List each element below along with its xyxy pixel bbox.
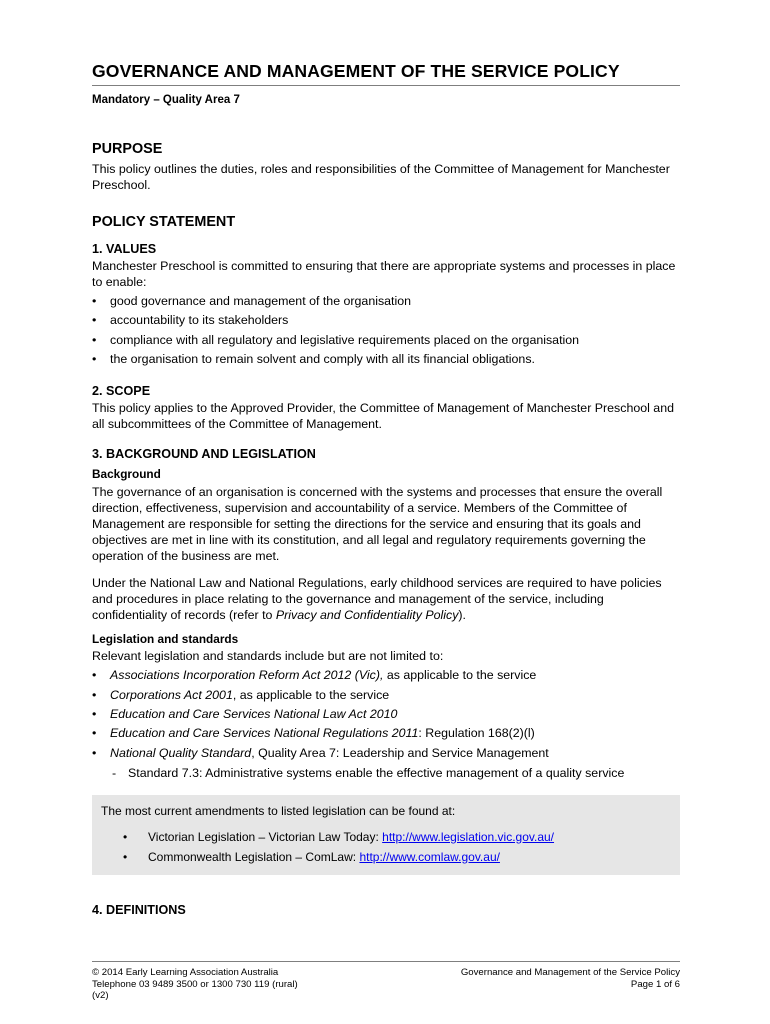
list-item: • Commonwealth Legislation – ComLaw: http://www.comlaw.gov.au/ [123, 849, 500, 864]
document-title: GOVERNANCE AND MANAGEMENT OF THE SERVICE POLICY [92, 61, 680, 86]
bullet-icon: • [92, 745, 97, 760]
footer-copyright: © 2014 Early Learning Association Australia [92, 967, 279, 978]
list-item: • compliance with all regulatory and legislative requirements placed on the organisation [92, 332, 580, 347]
bullet-icon: • [92, 313, 97, 328]
purpose-heading: PURPOSE [92, 141, 163, 157]
list-item: • Victorian Legislation – Victorian Law Today: http://www.legislation.vic.gov.au/ [123, 829, 555, 844]
list-item: • good governance and management of the organisation [92, 294, 412, 308]
values-list [92, 293, 680, 367]
bullet-icon: • [92, 294, 97, 308]
legislation-list [92, 667, 680, 761]
legislation-sub-item: - Standard 7.3: Administrative systems enable the effective management of a quality service [112, 765, 625, 780]
bullet-icon: • [92, 352, 97, 367]
legislation-intro: Relevant legislation and standards include but are not limited to: [92, 649, 444, 664]
footer-page-number: Page 1 of 6 [630, 978, 680, 990]
purpose-text: This policy outlines the duties, roles and responsibilities of the Committee of Management for Manchester Preschool. [92, 162, 670, 192]
values-heading: 1. VALUES [92, 242, 157, 256]
bullet-icon: • [123, 849, 128, 864]
footer-right [461, 967, 680, 990]
amendments-box [92, 795, 680, 875]
amendments-intro: The most current amendments to listed legislation can be found at: [101, 803, 456, 818]
bullet-icon: • [92, 668, 97, 683]
background-subheading: Background [92, 467, 161, 482]
policy-statement-heading: POLICY STATEMENT [92, 214, 236, 230]
footer-version: (v2) [92, 990, 109, 1002]
bullet-icon: • [123, 829, 128, 844]
list-item: • accountability to its stakeholders [92, 313, 289, 328]
bullet-icon: • [92, 726, 97, 741]
list-item: • Education and Care Services National Regulations 2011: Regulation 168(2)(l) [92, 726, 535, 741]
list-item: • Education and Care Services National Law Act 2010 [92, 706, 398, 721]
definitions-heading: 4. DEFINITIONS [92, 902, 186, 917]
background-heading: 3. BACKGROUND AND LEGISLATION [92, 447, 316, 462]
values-intro: Manchester Preschool is committed to ensuring that there are appropriate systems and processes in place to enable: [92, 259, 676, 289]
background-paragraph-2: Under the National Law and National Regulations, early childhood services are required to have policies and procedures in place relating to the governance and management of the service, including confidentiality of records (refer to Privacy and Confidentiality Policy). [92, 576, 662, 623]
amendments-list [101, 829, 671, 865]
scope-text: This policy applies to the Approved Provider, the Committee of Management of Manchester Preschool and all subcommittees of the Committee of Management. [92, 401, 674, 432]
scope-heading: 2. SCOPE [92, 384, 151, 399]
document-subtitle: Mandatory – Quality Area 7 [92, 94, 240, 106]
page-footer [92, 961, 680, 1002]
document-body [92, 61, 680, 917]
footer-telephone: Telephone 03 9489 3500 or 1300 730 119 (rural) [92, 978, 298, 990]
list-item: • National Quality Standard, Quality Area 7: Leadership and Service Management [92, 745, 549, 760]
list-item: • Corporations Act 2001, as applicable to the service [92, 687, 390, 702]
bullet-icon: • [92, 706, 97, 721]
list-item: • Associations Incorporation Reform Act 2012 (Vic), as applicable to the service [92, 668, 537, 683]
bullet-icon: • [92, 687, 97, 702]
dash-icon: - [112, 765, 117, 780]
list-item: • the organisation to remain solvent and comply with all its financial obligations. [92, 352, 535, 367]
background-paragraph-1: The governance of an organisation is concerned with the systems and processes that ensure the overall direction, effectiveness, supervision and accountability of a service. Members of the Committee of Management are responsible for setting the directions for the service and ensuring that its goals and objectives are met in line with its constitution, and all legal and regulatory requirements governing the operation of the business are met. [92, 485, 663, 564]
bullet-icon: • [92, 332, 97, 347]
victorian-legislation-link[interactable]: http://www.legislation.vic.gov.au/ [382, 829, 555, 844]
footer-left [92, 967, 298, 1002]
comlaw-link[interactable]: http://www.comlaw.gov.au/ [359, 849, 500, 864]
legislation-subheading: Legislation and standards [92, 632, 239, 647]
footer-doc-title: Governance and Management of the Service Policy [460, 967, 680, 978]
